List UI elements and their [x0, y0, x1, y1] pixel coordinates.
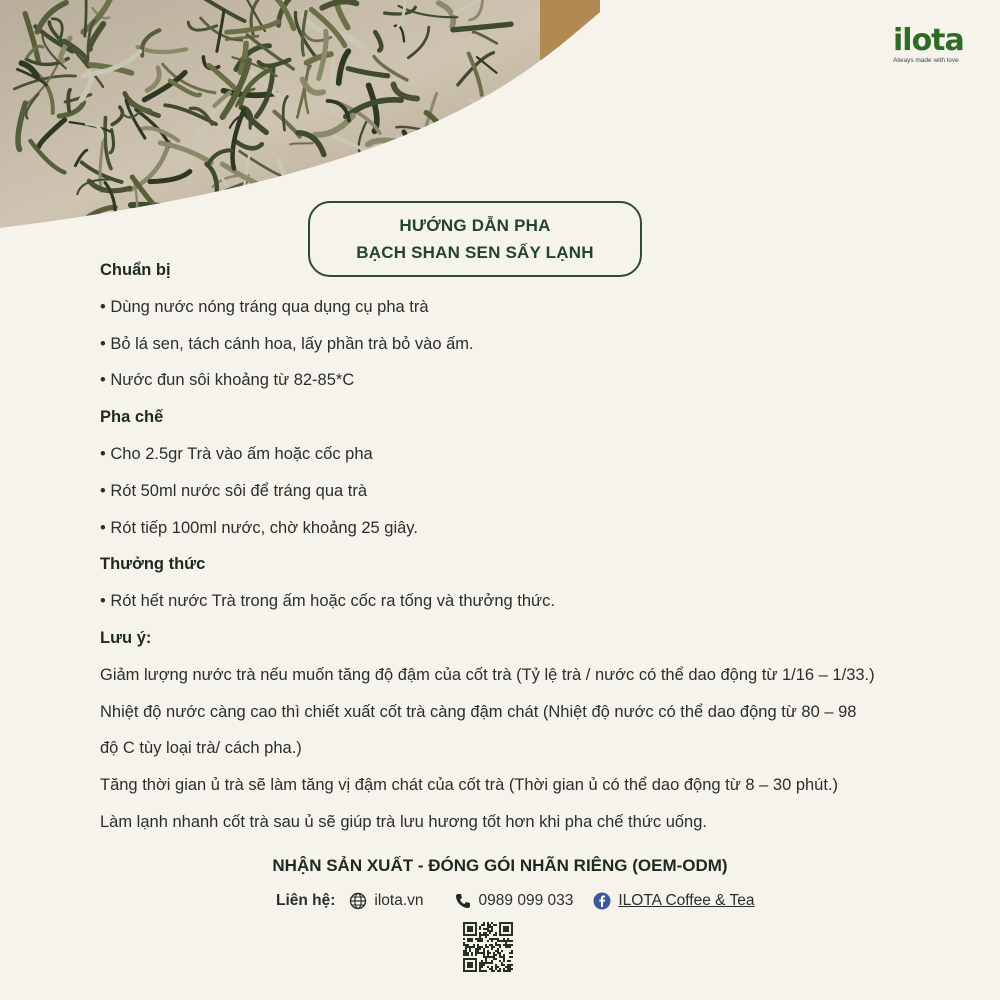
section-heading: Thưởng thức [100, 555, 206, 574]
logo-wordmark: ilota [893, 23, 964, 58]
tea-leaf [426, 113, 459, 153]
section-heading: Chuẩn bị [100, 261, 171, 279]
tea-leaf [368, 140, 409, 144]
tea-leaf [68, 90, 70, 111]
tea-leaf [257, 193, 275, 197]
tea-leaf [481, 104, 499, 124]
instruction-item: • Rót hết nước Trà trong ấm hoặc cốc ra tống và thưởng thức. [100, 592, 555, 611]
note-item: Giảm lượng nước trà nếu muốn tăng độ đậm của cốt trà (Tỷ lệ trà / nước có thể dao động từ 1/16 – 1/33.) [100, 665, 875, 684]
contact-label: Liên hệ: [276, 892, 336, 909]
tea-leaf [453, 139, 462, 166]
note-item: độ C tùy loại trà/ cách pha.) [100, 739, 302, 758]
phone-link[interactable]: 0989 099 033 [478, 892, 574, 909]
tea-leaf [458, 180, 514, 184]
brand-logo [893, 23, 973, 64]
tea-leaf [447, 152, 465, 175]
facebook-link[interactable]: ILOTA Coffee & Tea [618, 892, 755, 909]
tea-leaves-illustration [0, 0, 600, 230]
instruction-item: • Cho 2.5gr Trà vào ấm hoặc cốc pha [100, 444, 373, 463]
instruction-item: • Rót tiếp 100ml nước, chờ khoảng 25 giây. [100, 518, 418, 537]
instruction-item: • Nước đun sôi khoảng từ 82-85*C [100, 371, 355, 390]
globe-icon [349, 892, 367, 910]
tea-leaf [263, 192, 300, 230]
tea-leaf [419, 160, 458, 196]
tea-leaf [344, 175, 373, 182]
instructions [100, 252, 970, 841]
tea-leaf [333, 177, 342, 201]
phone-icon [454, 892, 472, 910]
tea-leaf [290, 143, 312, 144]
instruction-item: • Rót 50ml nước sôi để tráng qua trà [100, 481, 368, 500]
note-item: Tăng thời gian ủ trà sẽ làm tăng vị đậm chát của cốt trà (Thời gian ủ có thể dao động từ 8 – 30 phút.) [100, 776, 839, 795]
tea-leaf [404, 132, 437, 167]
footer-title: NHẬN SẢN XUẤT - ĐÓNG GÓI NHÃN RIÊNG (OEM-ODM) [272, 856, 728, 875]
note-item: Làm lạnh nhanh cốt trà sau ủ sẽ giúp trà lưu hương tốt hơn khi pha chế thức uống. [100, 812, 707, 831]
qr-code [463, 922, 513, 972]
title-line-1: HƯỚNG DẪN PHA [399, 216, 551, 235]
tea-leaf [425, 169, 442, 179]
tea-leaf [382, 146, 435, 176]
section-heading: Lưu ý: [100, 628, 152, 647]
tea-leaves-photo [0, 0, 600, 230]
footer [0, 852, 1000, 880]
title-line-2: BẠCH SHAN SEN SẤY LẠNH [356, 243, 594, 262]
facebook-icon [593, 892, 611, 910]
contact-row [276, 888, 755, 914]
tea-leaf [152, 214, 171, 216]
logo-tagline: Always made with love [893, 57, 959, 64]
tea-leaf [226, 196, 254, 220]
section-heading: Pha chế [100, 408, 164, 427]
instruction-item: • Dùng nước nóng tráng qua dụng cụ pha trà [100, 297, 429, 316]
note-item: Nhiệt độ nước càng cao thì chiết xuất cốt trà càng đậm chát (Nhiệt độ nước có thể dao động từ 80 – 98 [100, 702, 857, 721]
website-link[interactable]: ilota.vn [374, 892, 424, 909]
tea-leaf [412, 141, 430, 182]
instruction-item: • Bỏ lá sen, tách cánh hoa, lấy phần trà bỏ vào ấm. [100, 334, 474, 353]
